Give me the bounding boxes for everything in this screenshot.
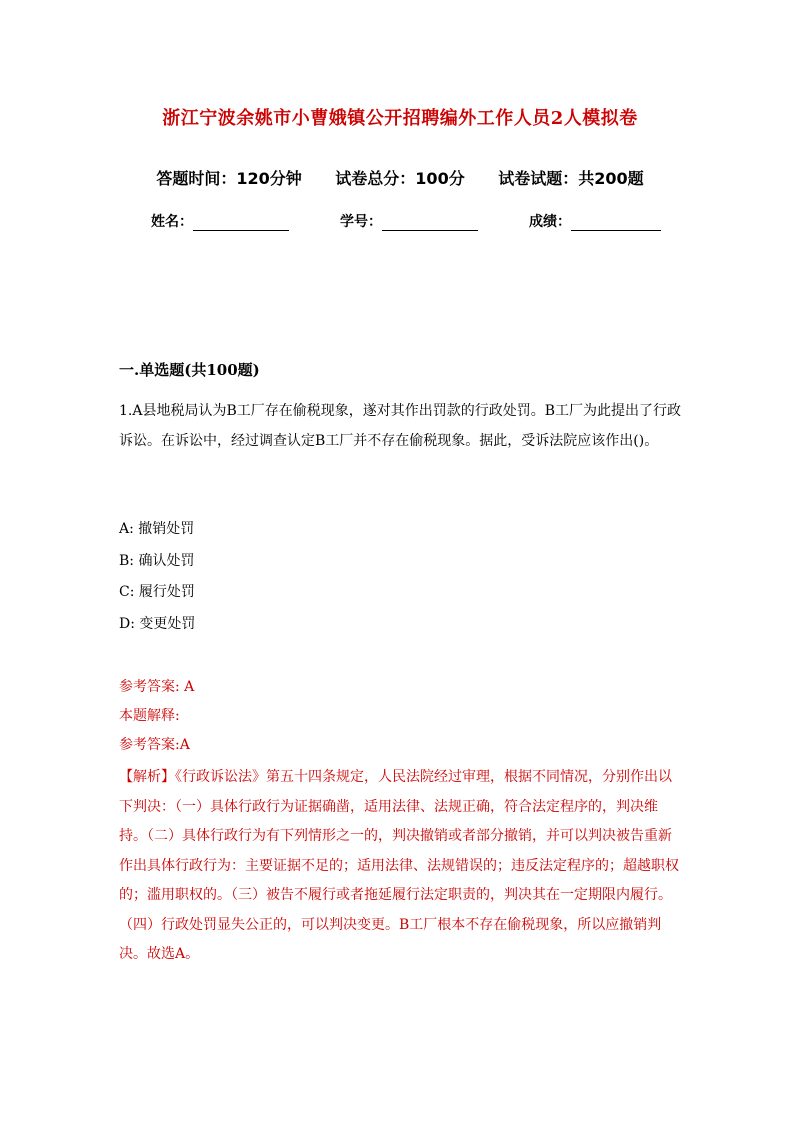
exam-question-count: 试卷试题：共200题 [498, 169, 644, 188]
exam-meta-row [0, 166, 800, 189]
id-field [340, 211, 478, 231]
question-text: 1.A县地税局认为B工厂存在偷税现象，遂对其作出罚款的行政处罚。B工厂为此提出了行政诉讼。在诉讼中，经过调查认定B工厂并不存在偷税现象。据此，受诉法院应该作出()。 [119, 403, 682, 449]
reference-answer-1: 参考答案: A [119, 679, 195, 695]
score-label: 成绩： [529, 214, 571, 230]
option-list [119, 518, 195, 644]
option-c: C: 履行处罚 [119, 584, 195, 600]
option-b: B: 确认处罚 [119, 552, 195, 569]
name-label: 姓名： [151, 214, 193, 230]
explanation-text: 【解析】《行政诉讼法》第五十四条规定，人民法院经过审理，根据不同情况，分别作出以下判决：（一）具体行政行为证据确凿，适用法律、法规正确，符合法定程序的，判决维持。（二）具体行政行为有下列情形之一的，判决撤销或者部分撤销，并可以判决被告重新作出具体行政行为：主要证据不足的；适用法律、法规错误的；违反法定程序的；超越职权的；滥用职权的。（三）被告不履行或者拖延履行法定职责的，判决其在一定期限内履行。（四）行政处罚显失公正的，可以判决变更。B工厂根本不存在偷税现象，所以应撤销判决。故选A。 [119, 769, 679, 962]
option-d: D: 变更处罚 [119, 615, 196, 632]
name-blank [193, 214, 289, 231]
score-blank [571, 214, 661, 231]
section-title: 一.单选题(共100题) [119, 361, 260, 379]
exam-time: 答题时间：120分钟 [156, 169, 302, 188]
exam-total-score: 试卷总分：100分 [335, 169, 465, 188]
id-blank [382, 214, 478, 231]
id-label: 学号： [340, 214, 382, 230]
explanation-label: 本题解释: [119, 708, 180, 724]
reference-answer-2: 参考答案:A [119, 737, 190, 753]
name-field [151, 211, 289, 231]
score-field [529, 211, 661, 231]
option-a: A: 撤销处罚 [119, 521, 195, 537]
answer-block [119, 676, 685, 970]
page-title: 浙江宁波余姚市小曹娥镇公开招聘编外工作人员2人模拟卷 [162, 108, 638, 129]
